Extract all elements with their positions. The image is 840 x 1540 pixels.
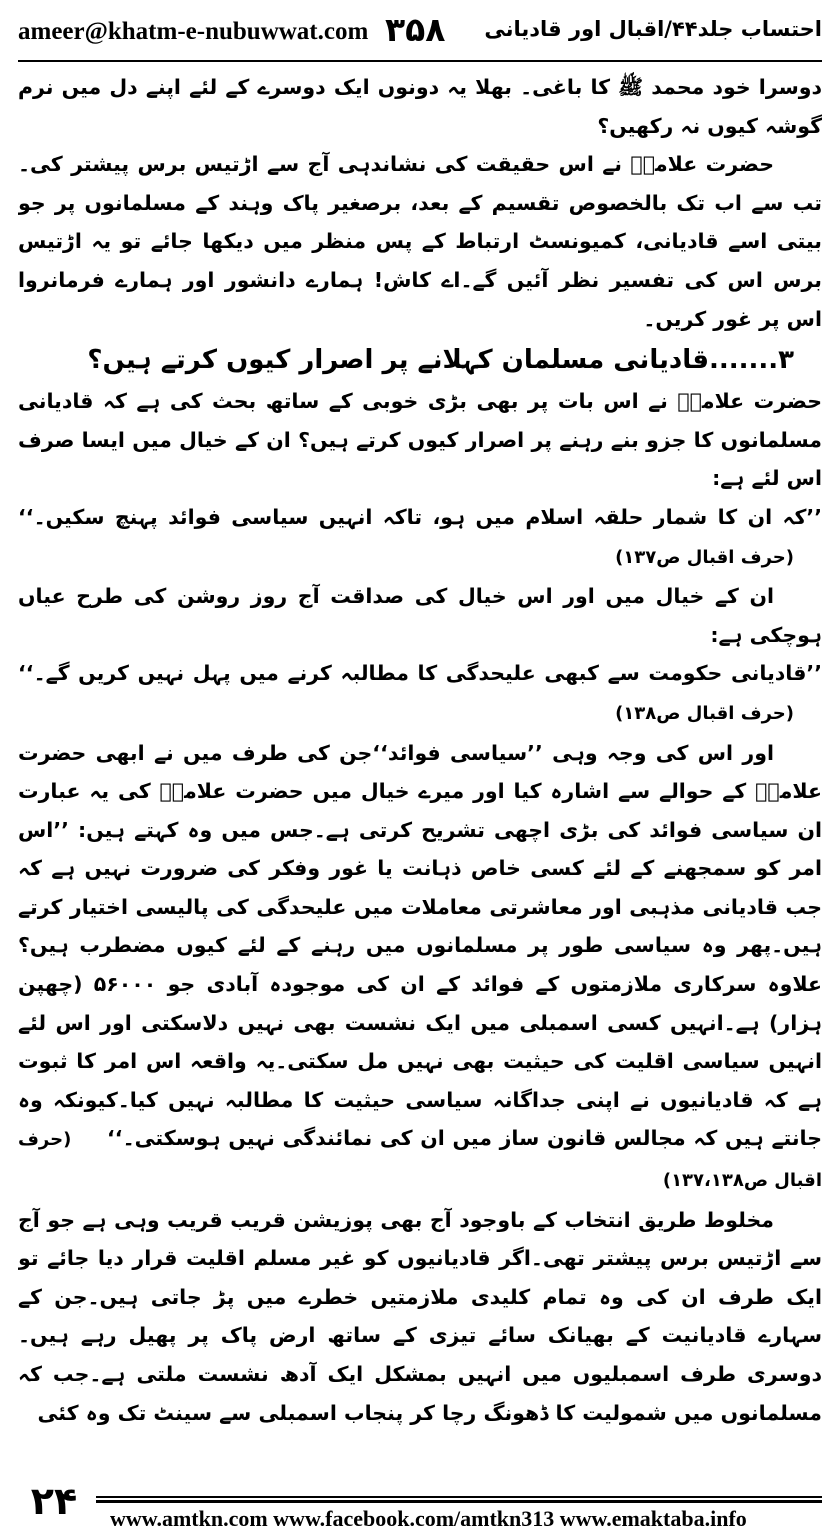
footer-page-number: ۲۴ [30, 1479, 78, 1523]
quote-1 [18, 498, 822, 577]
footer-divider [96, 1496, 822, 1498]
paragraph-5-citation: (حرف اقبال ص۱۳۷،۱۳۸) [18, 1129, 822, 1192]
page-body [18, 68, 822, 1468]
paragraph-4: ان کے خیال میں اور اس خیال کی صداقت آج روز روشن کی طرح عیاں ہوچکی ہے: [18, 584, 822, 647]
page-footer [0, 1478, 840, 1540]
paragraph-3: حضرت علامہؒ نے اس بات پر بھی بڑی خوبی کے ساتھ بحث کی ہے کہ قادیانی مسلمانوں کا جزو بنے رہنے پر اصرار کیوں کرتے ہیں؟ ان کے خیال میں ایسا صرف اس لئے ہے: [18, 389, 822, 491]
quote-1-citation: (حرف اقبال ص۱۳۷) [615, 546, 794, 568]
paragraph-5-text: اور اس کی وجہ وہی ’’سیاسی فوائد‘‘جن کی طرف میں نے ابھی حضرت علامہؒ کے حوالے سے اشارہ کیا اور میرے خیال میں حضرت علامہؒ کی یہ عبارت ان سیاسی فوائد کی بڑی اچھی تشریح کرتی ہے۔جس میں وہ کہتے ہیں: ’’اس امر کو سمجھنے کے لئے کسی خاص ذہانت یا غور وفکر کی ضرورت نہیں ہے کہ جب قادیانی مذہبی اور معاشرتی معاملات میں علیحدگی کی پالیسی اختیار کرتے ہیں۔پھر وہ سیاسی طور پر مسلمانوں میں رہنے کے لئے کیوں مضطرب ہیں؟ علاوہ سرکاری ملازمتوں کے فوائد کے ان کی موجودہ آبادی جو ۵۶۰۰۰ (چھپن ہزار) ہے۔انہیں کسی اسمبلی میں ایک نشست بھی نہیں دلاسکتی اور اس لئے انہیں سیاسی اقلیت کی حیثیت بھی نہیں مل سکتی۔یہ واقعہ اس امر کا ثبوت ہے کہ قادیانیوں نے اپنی جداگانہ سیاسی حیثیت کا مطالبہ نہیں کیا۔کیونکہ وہ جانتے ہیں کہ مجالس قانون ساز میں ان کی نمائندگی نہیں ہوسکتی۔‘‘ [18, 740, 822, 1151]
quote-2-text: ’’قادیانی حکومت سے کبھی علیحدگی کا مطالبہ کرنے میں پہل نہیں کریں گے۔‘‘ [18, 661, 822, 686]
page-header [0, 0, 840, 70]
footer-divider-thick [96, 1500, 822, 1503]
quote-2 [18, 654, 822, 733]
footer-links: www.amtkn.com www.facebook.com/amtkn313 www.emaktaba.info [110, 1506, 747, 1531]
paragraph-5 [18, 734, 822, 1201]
quote-2-citation: (حرف اقبال ص۱۳۸) [615, 702, 794, 724]
header-page-number: ۳۵۸ [385, 10, 446, 49]
paragraph-6: مخلوط طریق انتخاب کے باوجود آج بھی پوزیشن قریب قریب وہی ہے جو آج سے اڑتیس برس پیشتر تھی۔اگر قادیانیوں کو غیر مسلم اقلیت قرار دیا جائے تو ایک طرف ان کی وہ تمام کلیدی ملازمتیں خطرے میں پڑ جاتی ہیں۔جن کے سہارے قادیانیت کے بھیانک سائے تیزی کے ساتھ ارض پاک پر پھیل رہے ہیں۔دوسری طرف اسمبلیوں میں انہیں بمشکل ایک آدھ نشست ملتی ہے۔جب کہ مسلمانوں میں شمولیت کا ڈھونگ رچا کر پنجاب اسمبلی سے سینٹ تک وہ کئی [18, 1207, 822, 1425]
section-heading: ۳.......قادیانی مسلمان کہلانے پر اصرار کیوں کرتے ہیں؟ [87, 345, 794, 376]
quote-1-text: ’’کہ ان کا شمار حلقہ اسلام میں ہو، تاکہ انہیں سیاسی فوائد پہنچ سکیں۔‘‘ [18, 504, 822, 529]
paragraph-2: حضرت علامہؒ نے اس حقیقت کی نشاندہی آج سے اڑتیس برس پیشتر کی۔تب سے اب تک بالخصوص تقسیم کے بعد، برصغیر پاک وہند کے مسلمانوں پر جو بیتی اسے قادیانی، کمیونسٹ ارتباط کے پس منظر میں دیکھا جائے تو یہ اڑتیس برس اس کی تفسیر نظر آئیں گے۔اے کاش! ہمارے دانشور اور ہمارے فرمانروا اس پر غور کریں۔ [18, 152, 822, 331]
header-running-title: احتساب جلد۴۴/اقبال اور قادیانی [484, 17, 822, 41]
header-divider [18, 60, 822, 62]
header-email: ameer@khatm-e-nubuwwat.com [18, 18, 369, 45]
paragraph-1: دوسرا خود محمد ﷺ کا باغی۔ بھلا یہ دونوں ایک دوسرے کے لئے اپنے دل میں نرم گوشہ کیوں نہ رکھیں؟ [18, 75, 822, 138]
